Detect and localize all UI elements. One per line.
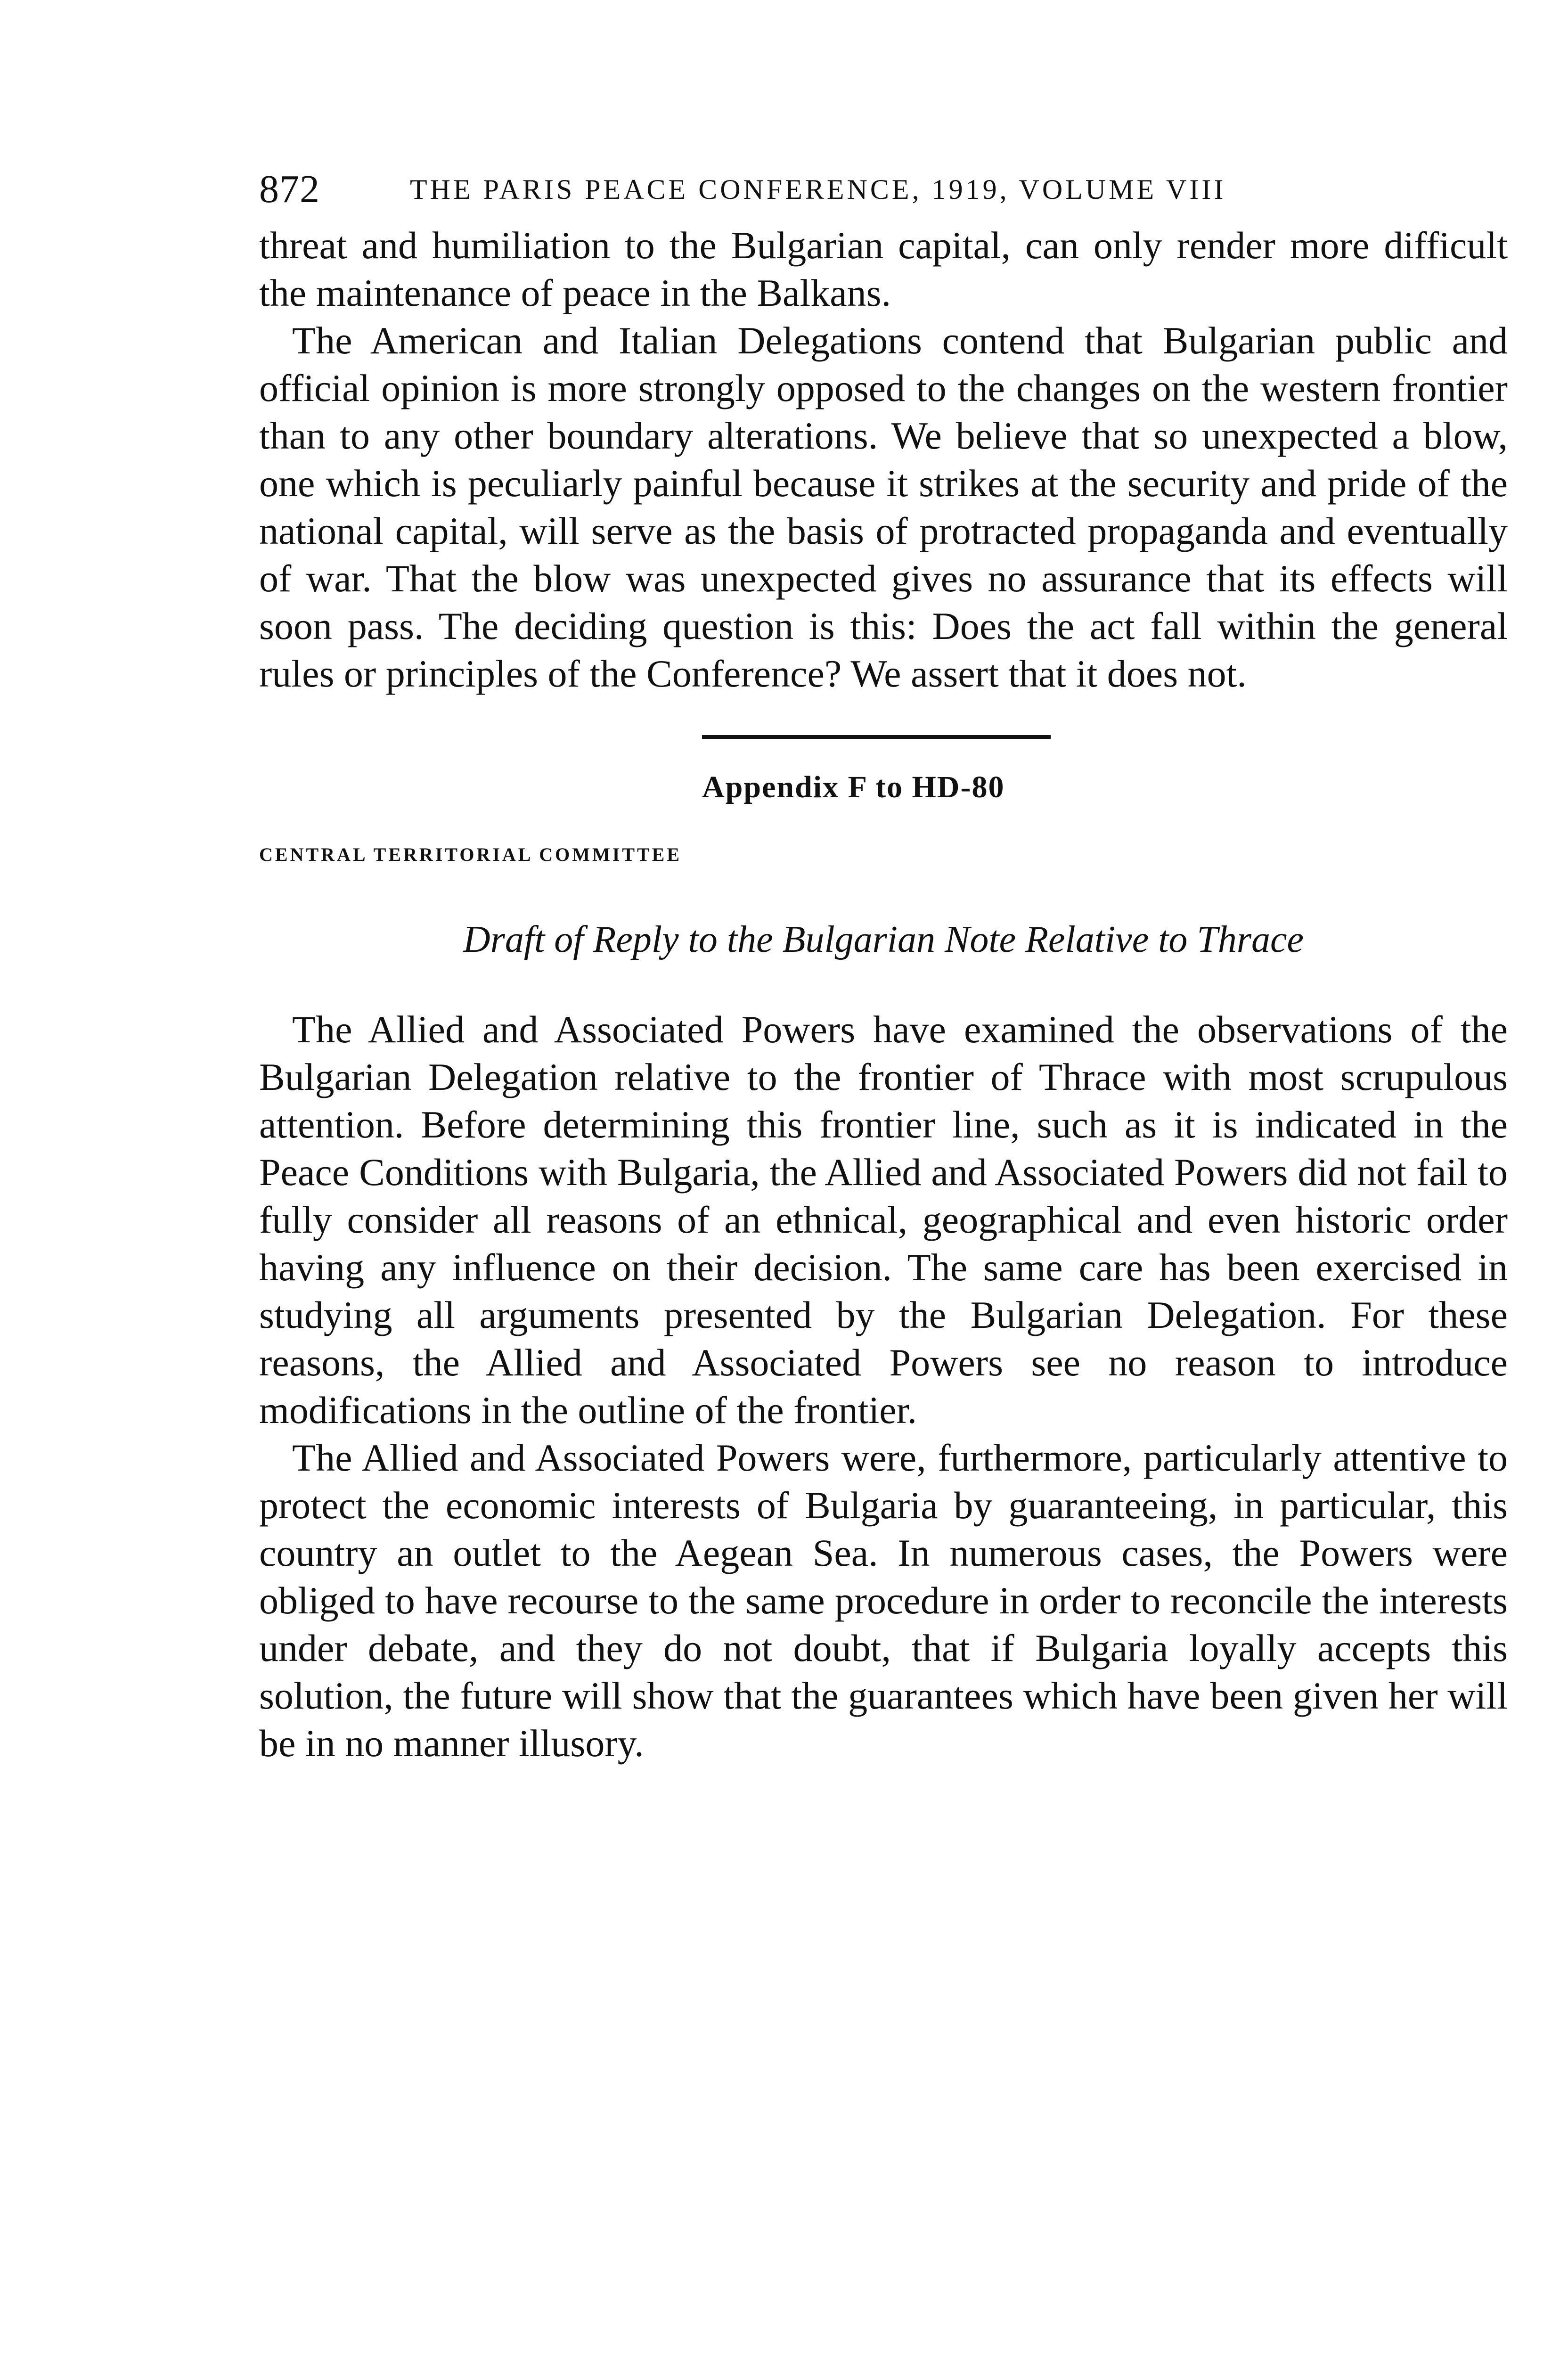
appendix-paragraph: The Allied and Associated Powers have examined the observations of the Bulgarian Delegation relative to the frontier of Thrace with most scrupulous attention. Before determining this frontier line, such as it is indicated in the Peace Conditions with Bulgaria, the Allied and Associated Powers did not fail to fully consider all reasons of an ethnical, geographical and even historic order having any influence on their decision. The same care has been exercised in studying all arguments presented by the Bulgarian Delegation. For these reasons, the Allied and Associated Powers see no reason to introduce modifications in the outline of the frontier. — [259, 1008, 1508, 1432]
running-title: THE PARIS PEACE CONFERENCE, 1919, VOLUME VIII — [410, 174, 1226, 205]
body-paragraph: threat and humiliation to the Bulgarian capital, can only render more difficult the maintenance of peace in the Balkans. — [259, 224, 1508, 314]
committee-heading: CENTRAL TERRITORIAL COMMITTEE — [259, 844, 682, 865]
section-divider — [702, 735, 1051, 739]
page-number: 872 — [259, 167, 320, 211]
draft-title: Draft of Reply to the Bulgarian Note Relative to Thrace — [463, 919, 1304, 960]
body-paragraph: The American and Italian Delegations contend that Bulgarian public and official opinion is more strongly opposed to the changes on the western frontier than to any other boundary alterations. We believe that so unexpected a blow, one which is peculiarly painful because it strikes at the security and pride of the national capital, will serve as the basis of protracted propaganda and eventually of war. That the blow was unexpected gives no assurance that its effects will soon pass. The deciding question is this: Does the act fall within the general rules or principles of the Conference? We assert that it does not. — [259, 319, 1508, 695]
document-page — [259, 167, 1508, 1767]
appendix-title: Appendix F to HD-80 — [702, 770, 1005, 804]
appendix-paragraph: The Allied and Associated Powers were, furthermore, particularly attentive to protect the economic interests of Bulgaria by guaranteeing, in particular, this country an outlet to the Aegean Sea. In numerous cases, the Powers were obliged to have recourse to the same procedure in order to reconcile the interests under debate, and they do not doubt, that if Bulgaria loyally accepts this solution, the future will show that the guarantees which have been given her will be in no manner illusory. — [259, 1436, 1508, 1765]
running-header — [259, 167, 1508, 221]
